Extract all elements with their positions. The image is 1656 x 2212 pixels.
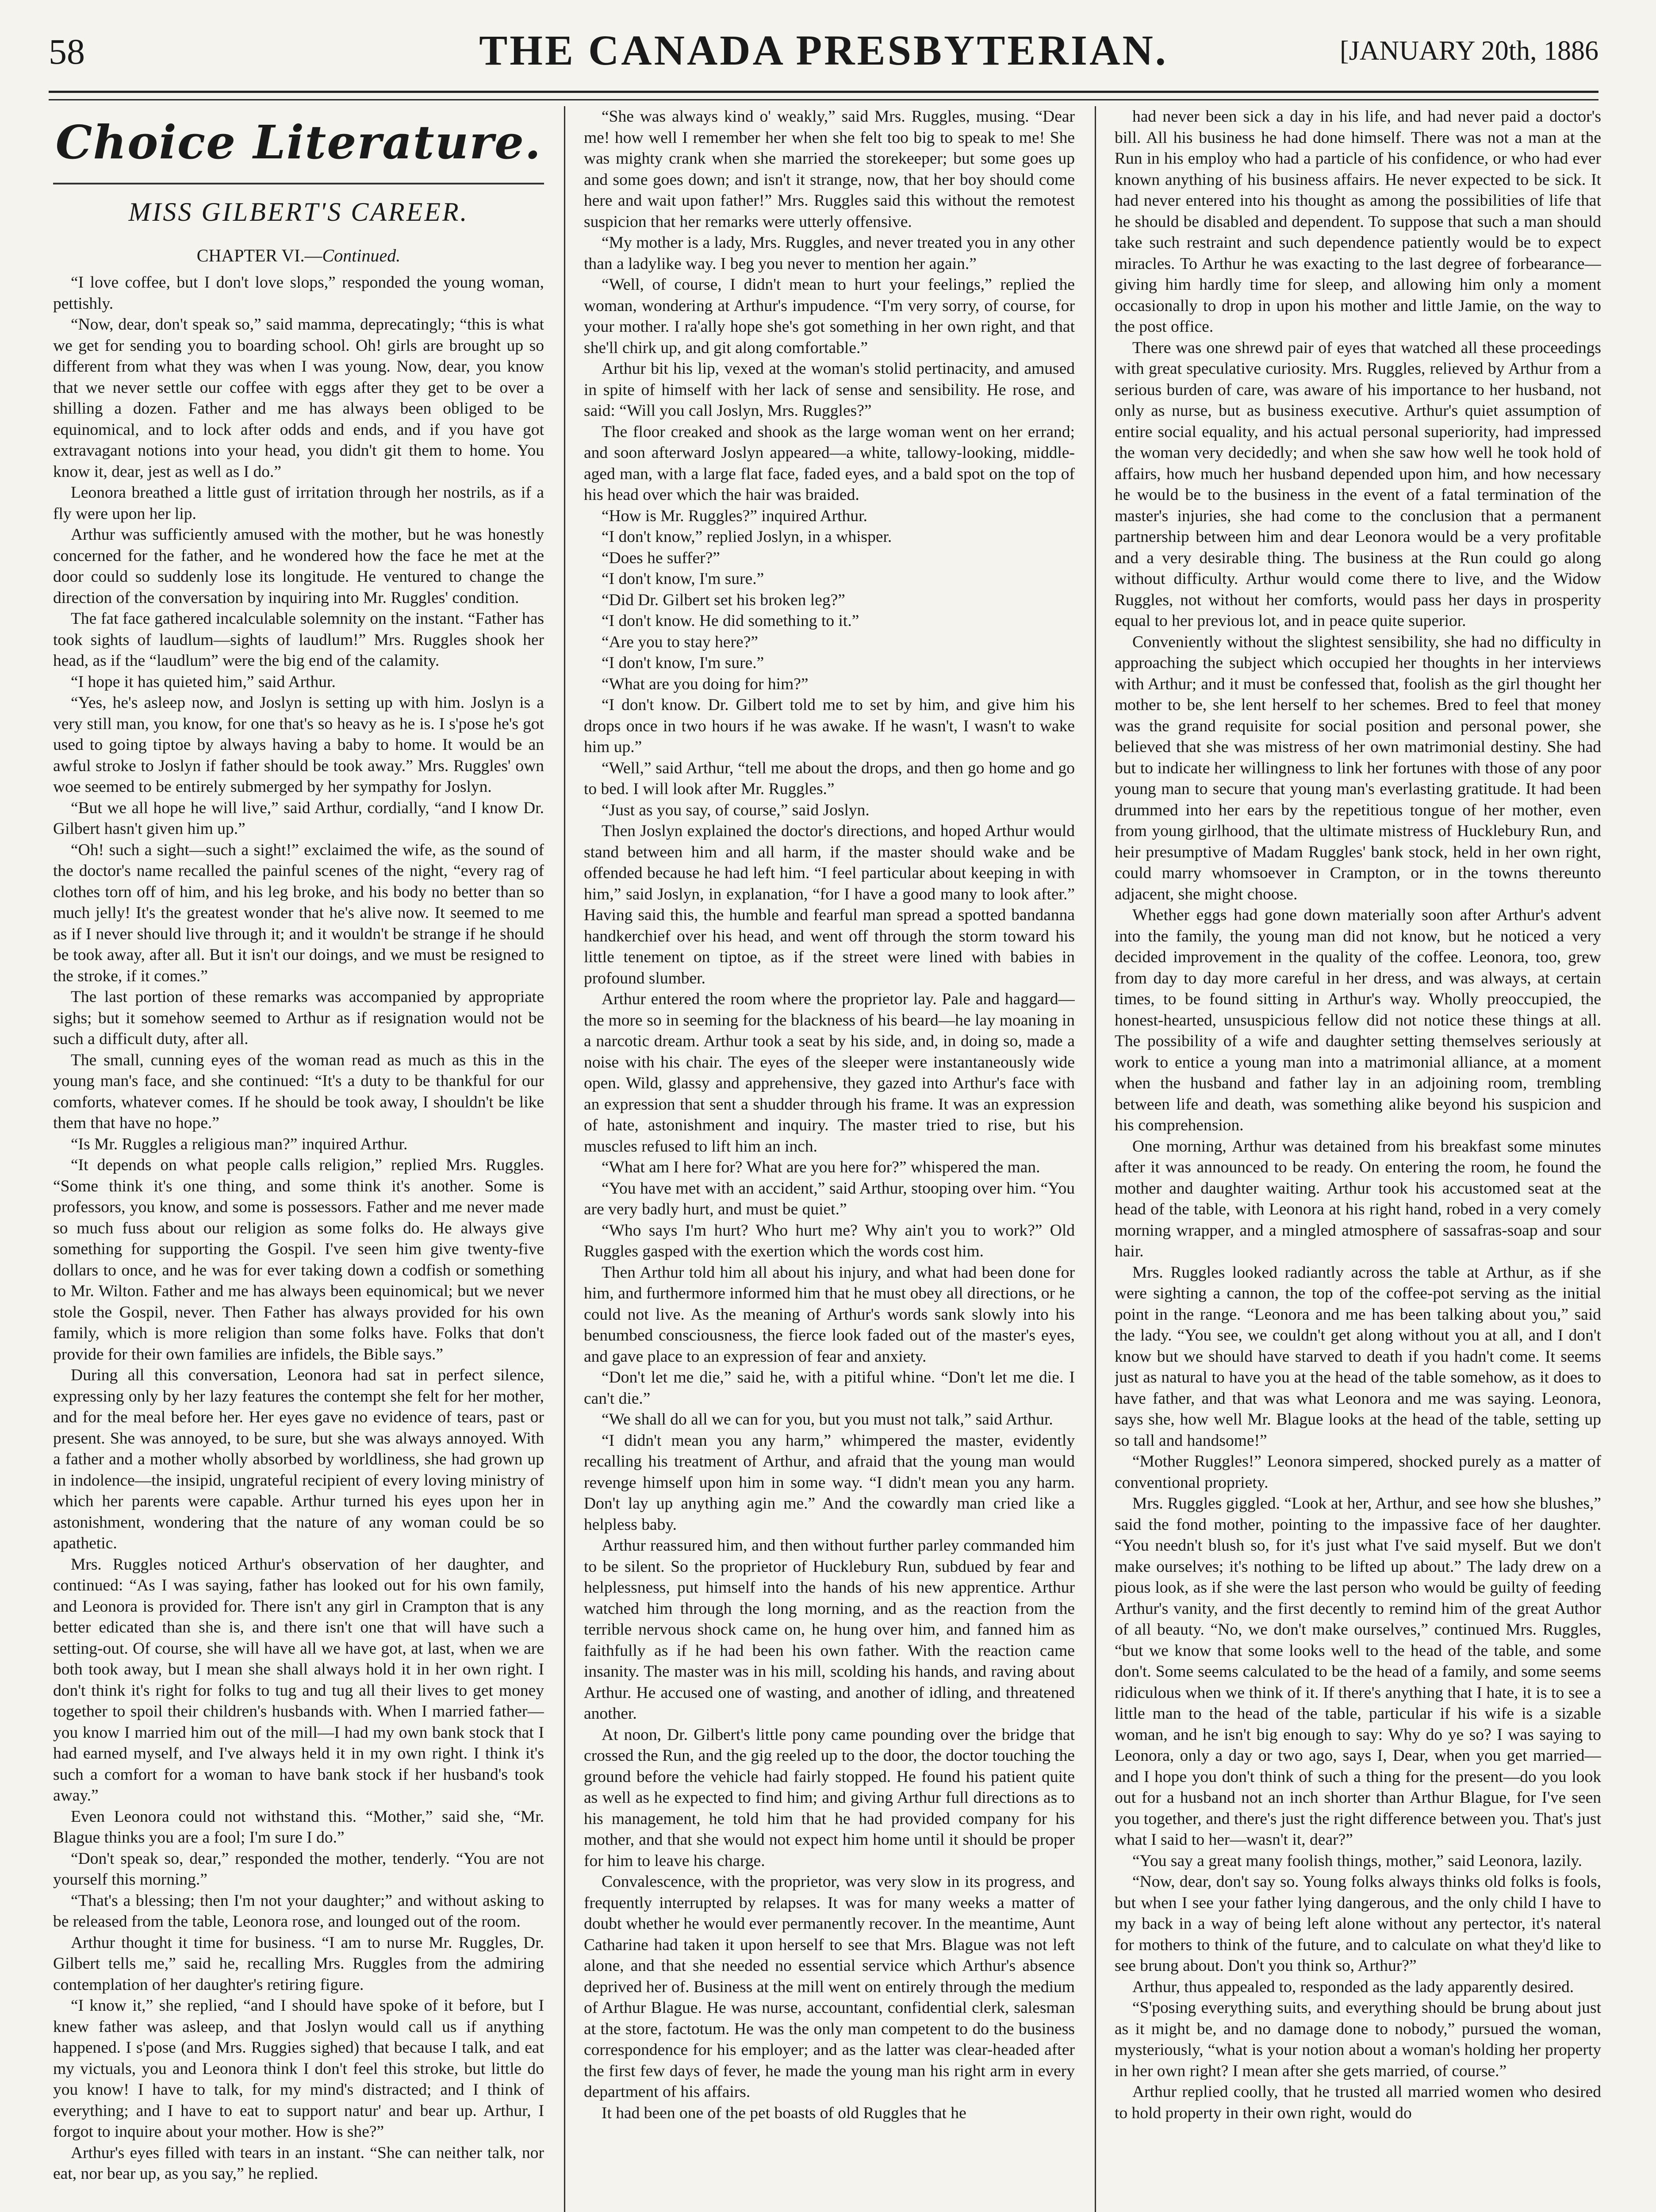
paragraph: “Is Mr. Ruggles a religious man?” inquired Arthur. bbox=[71, 1135, 408, 1153]
paragraph: “Oh! such a sight—such a sight!” exclaimed the wife, as the sound of the doctor's name recalled the painful scenes of the night, “every rag of clothes torn off of him, and his leg broke, and his body no better than so much jelly! It's the greatest wonder that he's alive now. It seemed to me as if I never should live through it; and it wouldn't be strange if he should be took away, after all. But it isn't our doings, and we must be resigned to the stroke, if it comes.” bbox=[53, 841, 544, 985]
paragraph: “Well, of course, I didn't mean to hurt your feelings,” replied the woman, wondering at Arthur's impudence. “I'm very sorry, of course, for your mother. I ra'ally hope she's got something in her own right, and that she'll chirk up, and git along comfortable.” bbox=[584, 276, 1075, 357]
paragraph: One morning, Arthur was detained from his breakfast some minutes after it was announced to be ready. On entering the room, he found the mother and daughter waiting. Arthur took his accustomed seat at the head of the table, with Leonora at his right hand, robed in a very comely morning wrapper, and a mingled atmosphere of sassafras-soap and sour hair. bbox=[1115, 1137, 1601, 1260]
column-divider bbox=[564, 106, 565, 2212]
paragraph: “Are you to stay here?” bbox=[602, 633, 758, 651]
paragraph: “Now, dear, don't speak so,” said mamma, deprecatingly; “this is what we get for sending you to boarding school. Oh! girls are brought up so different from what they was when I was young. Now, dear, you know that we never settle our coffee with eggs after they get to be over a shilling a dozen. Father and me has always been obliged to be equinomical, and to lock after odds and ends, and if you have got extravagant notions into your head, you didn't git them to home. You know it, dear, jest as well as I do.” bbox=[53, 315, 544, 481]
paragraph: “How is Mr. Ruggles?” inquired Arthur. bbox=[602, 507, 867, 525]
paragraph: “You say a great many foolish things, mother,” said Leonora, lazily. bbox=[1132, 1851, 1583, 1870]
paragraph: Arthur reassured him, and then without further parley commanded him to be silent. So the proprietor of Hucklebury Run, subdued by fear and helplessness, put himself into the hands of his new apprentice. Arthur watched him through the long morning, and as the reaction from the terrible nervous shock came on, he hung over him, and fanned him as faithfully as if he had been his own father. With the reaction came insanity. The master was in his mill, scolding his hands, and raving about Arthur. He accused one of wasting, and another of idling, and threatened another. bbox=[584, 1536, 1075, 1723]
column-divider bbox=[1095, 106, 1096, 2212]
paragraph: “Don't speak so, dear,” responded the mother, tenderly. “You are not yourself this morning.” bbox=[53, 1849, 544, 1889]
paragraph: There was one shrewd pair of eyes that watched all these proceedings with great speculative curiosity. Mrs. Ruggles, relieved by Arthur from a serious burden of care, was aware of his importance to her husband, not only as nurse, but as business executive. Arthur's quiet assumption of entire social equality, and his actual personal superiority, had impressed the woman very decidedly; and when she saw how well he took hold of affairs, how much her husband depended upon him, and how necessary he would be to the business in the event of a fatal termination of the master's injuries, she had come to the conclusion that a permanent partnership between him and dear Leonora would be a very profitable and a very desirable thing. The business at the Run could go along without difficulty. Arthur would come there to live, and the Widow Ruggles, not without her comforts, would pass her days in prosperity equal to her previous lot, and in peace quite superior. bbox=[1115, 338, 1601, 630]
column-text bbox=[53, 272, 544, 2185]
paragraph: The fat face gathered incalculable solemnity on the instant. “Father has took sights of laudlum—sights of laudlum!” Mrs. Ruggles shook her head, as if the “laudlum” were the big end of the calamity. bbox=[53, 610, 544, 670]
paragraph: Arthur's eyes filled with tears in an instant. “She can neither talk, nor eat, nor bear up, as you say,” he replied. bbox=[53, 2143, 544, 2183]
paragraph: Arthur bit his lip, vexed at the woman's stolid pertinacity, and amused in spite of himself with her lack of sense and sensibility. He rose, and said: “Will you call Joslyn, Mrs. Ruggles?” bbox=[584, 360, 1075, 420]
chapter-note: Continued. bbox=[322, 246, 401, 265]
paragraph: “I don't know, I'm sure.” bbox=[602, 570, 764, 588]
paragraph: The floor creaked and shook as the large woman went on her errand; and soon afterward Joslyn appeared—a white, tallowy-looking, middle-aged man, with a large flat face, faded eyes, and a bald spot on the top of his head over which the hair was braided. bbox=[584, 422, 1075, 504]
paragraph: “I don't know,” replied Joslyn, in a whisper. bbox=[602, 528, 892, 546]
paragraph: “But we all hope he will live,” said Arthur, cordially, “and I know Dr. Gilbert hasn't given him up.” bbox=[53, 799, 544, 838]
paragraph: Mrs. Ruggles looked radiantly across the table at Arthur, as if she were sighting a cannon, the top of the coffee-pot serving as the initial point in the range. “Leonora and me has been talking about you,” said the lady. “You see, we couldn't get along without you at all, and I don't know but we should have starved to death if you hadn't come. It seems just as natural to have you at the head of the table somehow, as it does to have father, and that was what Leonora and me was saying. Leonora, says she, how well Mr. Blague looks at the head of the table, setting up so tall and handsome!” bbox=[1115, 1263, 1601, 1450]
paragraph: “We shall do all we can for you, but you must not talk,” said Arthur. bbox=[602, 1410, 1053, 1429]
masthead bbox=[49, 18, 1598, 84]
paragraph: Whether eggs had gone down materially soon after Arthur's advent into the family, the young man did not know, but he noticed a very decided improvement in the quality of the coffee. Leonora, too, grew from day to day more careful in her dress, and was always, at certain times, to be found sitting in Arthur's way. Wholly preoccupied, the honest-hearted, unsuspicious fellow did not notice these things at all. The possibility of a wife and daughter setting themselves seriously at work to entice a young man into a matrimonial alliance, at a moment when the husband and father lay in an adjoining room, trembling between life and death, was something alike beyond his suspicion and his comprehension. bbox=[1115, 906, 1601, 1134]
paragraph: Arthur was sufficiently amused with the mother, but he was honestly concerned for the father, and he wondered how the face he met at the door could so suddenly lose its longitude. He ventured to change the direction of the conversation by inquiring into Mr. Ruggles' condition. bbox=[53, 526, 544, 607]
paragraph: “She was always kind o' weakly,” said Mrs. Ruggles, musing. “Dear me! how well I remember her when she felt too big to speak to me! She was mighty crank when she married the storekeeper; but some goes up and some goes down; and isn't it strange, now, that her boy should come here and wait upon father!” Mrs. Ruggles said this without the remotest suspicion that her remarks were utterly offensive. bbox=[584, 108, 1075, 231]
masthead-rule bbox=[49, 91, 1598, 100]
page-number: 58 bbox=[49, 31, 85, 72]
paragraph: During all this conversation, Leonora had sat in perfect silence, expressing only by her lazy features the contempt she felt for her mother, and for the meal before her. Her eyes gave no evidence of tears, past or present. She was annoyed, to be sure, but she was always annoyed. With a father and a mother wholly absorbed by worldliness, she had grown up in indolence—the insipid, ungrateful recipient of every loving ministry of which her parents were capable. Arthur turned his eyes upon her in astonishment, wondering that the nature of any woman could be so apathetic. bbox=[53, 1366, 544, 1552]
paragraph: Even Leonora could not withstand this. “Mother,” said she, “Mr. Blague thinks you are a fool; I'm sure I do.” bbox=[53, 1807, 544, 1847]
paragraph: “You have met with an accident,” said Arthur, stooping over him. “You are very badly hurt, and must be quiet.” bbox=[584, 1179, 1075, 1218]
paragraph: “I don't know. He did something to it.” bbox=[602, 612, 859, 630]
paragraph: “I love coffee, but I don't love slops,” responded the young woman, pettishly. bbox=[53, 273, 544, 313]
paragraph: “I hope it has quieted him,” said Arthur. bbox=[71, 672, 336, 691]
column-3 bbox=[1115, 106, 1601, 2212]
paragraph: “Does he suffer?” bbox=[602, 549, 720, 567]
paragraph: “S'posing everything suits, and everything should be brung about just as it might be, and no damage done to nobody,” pursued the woman, mysteriously, “what is your notion about a woman's holding her property in her own right? I mean after she gets married, of course.” bbox=[1115, 1999, 1601, 2080]
paragraph: The last portion of these remarks was accompanied by appropriate sighs; but it somehow seemed to Arthur as if resignation would not be such a difficult duty, after all. bbox=[53, 988, 544, 1048]
section-title: Choice Literature. bbox=[55, 115, 542, 169]
paragraph: “Don't let me die,” said he, with a pitiful whine. “Don't let me die. I can't die.” bbox=[584, 1368, 1075, 1408]
column-1 bbox=[53, 106, 544, 2212]
paragraph: had never been sick a day in his life, and had never paid a doctor's bill. All his business he had done himself. There was not a man at the Run in his employ who had a particle of his confidence, or who had ever known anything of his business affairs. He never expected to be sick. It had never entered into his thought as among the possibilities of life that he should be disabled and dependent. To suppose that such a man should take such restraint and such dependence patiently would be to expect miracles. To Arthur he was exacting to the last degree of forbearance—giving him hardly time for sleep, and allowing him only a moment occasionally to drop in upon his mother and little Jamie, on the way to the post office. bbox=[1115, 108, 1601, 336]
paragraph: “Yes, he's asleep now, and Joslyn is setting up with him. Joslyn is a very still man, you know, for one that's so heavy as he is. I s'pose he's got used to going tiptoe by always having a baby to home. It would be an awful stroke to Joslyn if father should be took away.” Mrs. Ruggles' own woe seemed to be entirely submerged by her sympathy for Joslyn. bbox=[53, 694, 544, 796]
paragraph: “Who says I'm hurt? Who hurt me? Why ain't you to work?” Old Ruggles gasped with the exertion which the words cost him. bbox=[584, 1221, 1075, 1260]
paragraph: Arthur thought it time for business. “I am to nurse Mr. Ruggles, Dr. Gilbert tells me,” said he, recalling Mrs. Ruggles from the admiring contemplation of her daughter's retiring figure. bbox=[53, 1933, 544, 1994]
paragraph: Then Joslyn explained the doctor's directions, and hoped Arthur would stand between him and all harm, if the master should wake and be offended because he had left him. “I feel particular about keeping in with him,” said Joslyn, in explanation, “for I have a good many to look after.” Having said this, the humble and fearful man spread a spotted bandanna handkerchief over his head, and went off through the storm toward his little tenement on tiptoe, as if the street were lined with babies in profound slumber. bbox=[584, 822, 1075, 987]
paragraph: “I know it,” she replied, “and I should have spoke of it before, but I knew father was asleep, and that Joslyn would call us if anything happened. I s'pose (and Mrs. Ruggies sighed) that because I talk, and eat my victuals, you and Leonora think I don't feel this stroke, but little do you know! I have to talk, for my mind's distracted; and I think of everything; and I have to eat to support natur' and bear up. Arthur, I forgot to inquire about your mother. How is she?” bbox=[53, 1997, 544, 2141]
newspaper-title: THE CANADA PRESBYTERIAN. bbox=[479, 27, 1168, 74]
paragraph: Conveniently without the slightest sensibility, she had no difficulty in approaching the subject which occupied her thoughts in her interviews with Arthur; and it must be confessed that, foolish as the girl thought her mother to be, she lent herself to her schemes. Bred to feel that money was the grand requisite for social position and personal power, she believed that she was mistress of her own matrimonial destiny. She had but to indicate her willingness to link her fortunes with those of any poor young man to secure that young man's everlasting gratitude. It had been drummed into her ears by the repetitious tongue of her mother, even from young girlhood, that the ultimate mistress of Hucklebury Run, and heir presumptive of Madam Ruggles' bank stock, held in her own right, could marry whomsoever in Crampton, or in the towns thereunto adjacent, she might choose. bbox=[1115, 633, 1601, 903]
paragraph: Arthur entered the room where the proprietor lay. Pale and haggard—the more so in seeming for the blackness of his beard—he lay moaning in a narcotic dream. Arthur took a seat by his side, and, in doing so, made a noise with his chair. The eyes of the sleeper were instantaneously wide open. Wild, glassy and apprehensive, they gazed into Arthur's face with an expression that sent a shudder through his frame. It was an expression of hate, astonishment and inquiry. The master tried to rise, but his muscles refused to lift him an inch. bbox=[584, 990, 1075, 1156]
paragraph: Arthur replied coolly, that he trusted all married women who desired to hold property in their own right, would do bbox=[1115, 2083, 1601, 2122]
paragraph: “What am I here for? What are you here for?” whispered the man. bbox=[602, 1158, 1040, 1176]
paragraph: “Did Dr. Gilbert set his broken leg?” bbox=[602, 591, 845, 609]
paragraph: “I didn't mean you any harm,” whimpered the master, evidently recalling his treatment of Arthur, and afraid that the young man would revenge himself upon him in some way. “I didn't mean you any harm. Don't lay up anything agin me.” And the cowardly man cried like a helpless baby. bbox=[584, 1431, 1075, 1534]
paragraph: “I don't know. Dr. Gilbert told me to set by him, and give him his drops once in two hours if he was awake. If he wasn't, I wasn't to wake him up.” bbox=[584, 696, 1075, 756]
paragraph: “Well,” said Arthur, “tell me about the drops, and then go home and go to bed. I will look after Mr. Ruggles.” bbox=[584, 759, 1075, 798]
paragraph: “I don't know, I'm sure.” bbox=[602, 654, 764, 672]
paragraph: At noon, Dr. Gilbert's little pony came pounding over the bridge that crossed the Run, and the gig reeled up to the door, the doctor touching the ground before the vehicle had fairly stopped. He found his patient quite as well as he expected to find him; and giving Arthur full directions as to his management, he told him that he had provided company for his mother, and that she would not expect him home until it should be proper for him to leave his charge. bbox=[584, 1725, 1075, 1870]
paragraph: “Now, dear, don't say so. Young folks always thinks old folks is fools, but when I see your father lying dangerous, and the only child I have to my back in a way of being left alone without any pertector, it's nateral for mothers to think of the future, and to calculate on what they'd like to see brung about. Don't you think so, Arthur?” bbox=[1115, 1873, 1601, 1975]
paragraph: Convalescence, with the proprietor, was very slow in its progress, and frequently interrupted by relapses. It was for many weeks a matter of doubt whether he would ever permanently recover. In the meantime, Aunt Catharine had taken it upon herself to see that Mrs. Blague was not left alone, and that she needed no essential service which Arthur's absence deprived her of. Business at the mill went on entirely through the medium of Arthur Blague. He was nurse, accountant, confidential clerk, salesman at the store, factotum. He was the only man competent to do the business correspondence for his employer; and as the latter was clear-headed after the first few days of fever, he made the young man his right arm in every department of his affairs. bbox=[584, 1873, 1075, 2101]
chapter-number: CHAPTER VI. bbox=[196, 246, 305, 265]
paragraph: “Just as you say, of course,” said Joslyn. bbox=[602, 801, 870, 819]
story-title: MISS GILBERT'S CAREER. bbox=[53, 183, 544, 227]
paragraph: “My mother is a lady, Mrs. Ruggles, and never treated you in any other than a ladylike way. I beg you never to mention her again.” bbox=[584, 234, 1075, 273]
paragraph: Mrs. Ruggles noticed Arthur's observation of her daughter, and continued: “As I was saying, father has looked out for his own family, and Leonora is provided for. There isn't any girl in Crampton that is any better edicated than she is, and there isn't one that will have such a setting-out. Of course, she will have all we have got, at last, when we are both took away, but I mean she shall always hold it in her own right. I don't think it's right for folks to tug and tug all their lives to get money together to spoil their children's husbands with. When I married father—you know I married him out of the mill—I had my own bank stock that I had earned myself, and I've always held it in my own right. I think it's such a comfort for a woman to have bank stock if her husband's took away.” bbox=[53, 1555, 544, 1805]
paragraph: Leonora breathed a little gust of irritation through her nostrils, as if a fly were upon her lip. bbox=[53, 484, 544, 523]
paragraph: Mrs. Ruggles giggled. “Look at her, Arthur, and see how she blushes,” said the fond mother, pointing to the impassive face of her daughter. “You needn't blush so, for it's just what I've said myself. But we don't make ourselves; it's nothing to be lifted up about.” The lady drew on a pious look, as if she were the last person who would be guilty of feeding Arthur's vanity, and the first decently to remind him of the great Author of all beauty. “No, we don't make ourselves,” continued Mrs. Ruggles, “but we know that some looks well to the head of the table, and some don't. Some seems calculated to be the head of a family, and some seems ridiculous when we think of it. If there's anything that I hate, it is to see a little man to the head of the table, particular if his wife is a sizable woman, and he isn't big enough to say: Why do ye so? I was saying to Leonora, only a day or two ago, says I, Dear, when you get married—and I hope you don't think of such a thing for the present—do you look out for a husband not an inch shorter than Arthur Blague, for I've seen you together, and there's just the right difference between you. That's just what I said to her—wasn't it, dear?” bbox=[1115, 1494, 1601, 1849]
paragraph: “It depends on what people calls religion,” replied Mrs. Ruggles. “Some think it's one thing, and some think it's another. Some is professors, you know, and some is possessors. Father and me never made so much fuss about our religion as some folks do. He always give something for supporting the Gospil. I've seen him give twenty-five dollars to once, and he was for ever taking down a codfish or something to Mr. Wilton. Father and me has always been equinomical; but we never stole the Gospil, never. Then Father has always provided for his own family, which is more religion than some folks have. Folks that don't provide for their own families are infidels, the Bible says.” bbox=[53, 1156, 544, 1363]
paragraph: Then Arthur told him all about his injury, and what had been done for him, and furthermore informed him that he must obey all directions, or he could not live. As the meaning of Arthur's words sank slowly into his benumbed consciousness, the fierce look faded out of the master's eyes, and gave place to an expression of fear and anxiety. bbox=[584, 1263, 1075, 1366]
paragraph: The small, cunning eyes of the woman read as much as this in the young man's face, and she continued: “It's a duty to be thankful for our comforts, whatever comes. If he should be took away, I shouldn't be like them that have no hope.” bbox=[53, 1051, 544, 1132]
paragraph: “That's a blessing; then I'm not your daughter;” and without asking to be released from the table, Leonora rose, and lounged out of the room. bbox=[53, 1891, 544, 1931]
column-text bbox=[584, 106, 1075, 2124]
column-text bbox=[1115, 106, 1601, 2124]
chapter-heading: CHAPTER VI.—Continued. bbox=[196, 246, 401, 265]
paragraph: “What are you doing for him?” bbox=[602, 675, 809, 693]
column-2 bbox=[584, 106, 1075, 2212]
issue-date: [JANUARY 20th, 1886 bbox=[1339, 36, 1598, 66]
paragraph: “Mother Ruggles!” Leonora simpered, shocked purely as a matter of conventional propriety. bbox=[1115, 1452, 1601, 1492]
paragraph: Arthur, thus appealed to, responded as the lady apparently desired. bbox=[1132, 1978, 1574, 1996]
paragraph: It had been one of the pet boasts of old Ruggles that he bbox=[602, 2104, 966, 2122]
